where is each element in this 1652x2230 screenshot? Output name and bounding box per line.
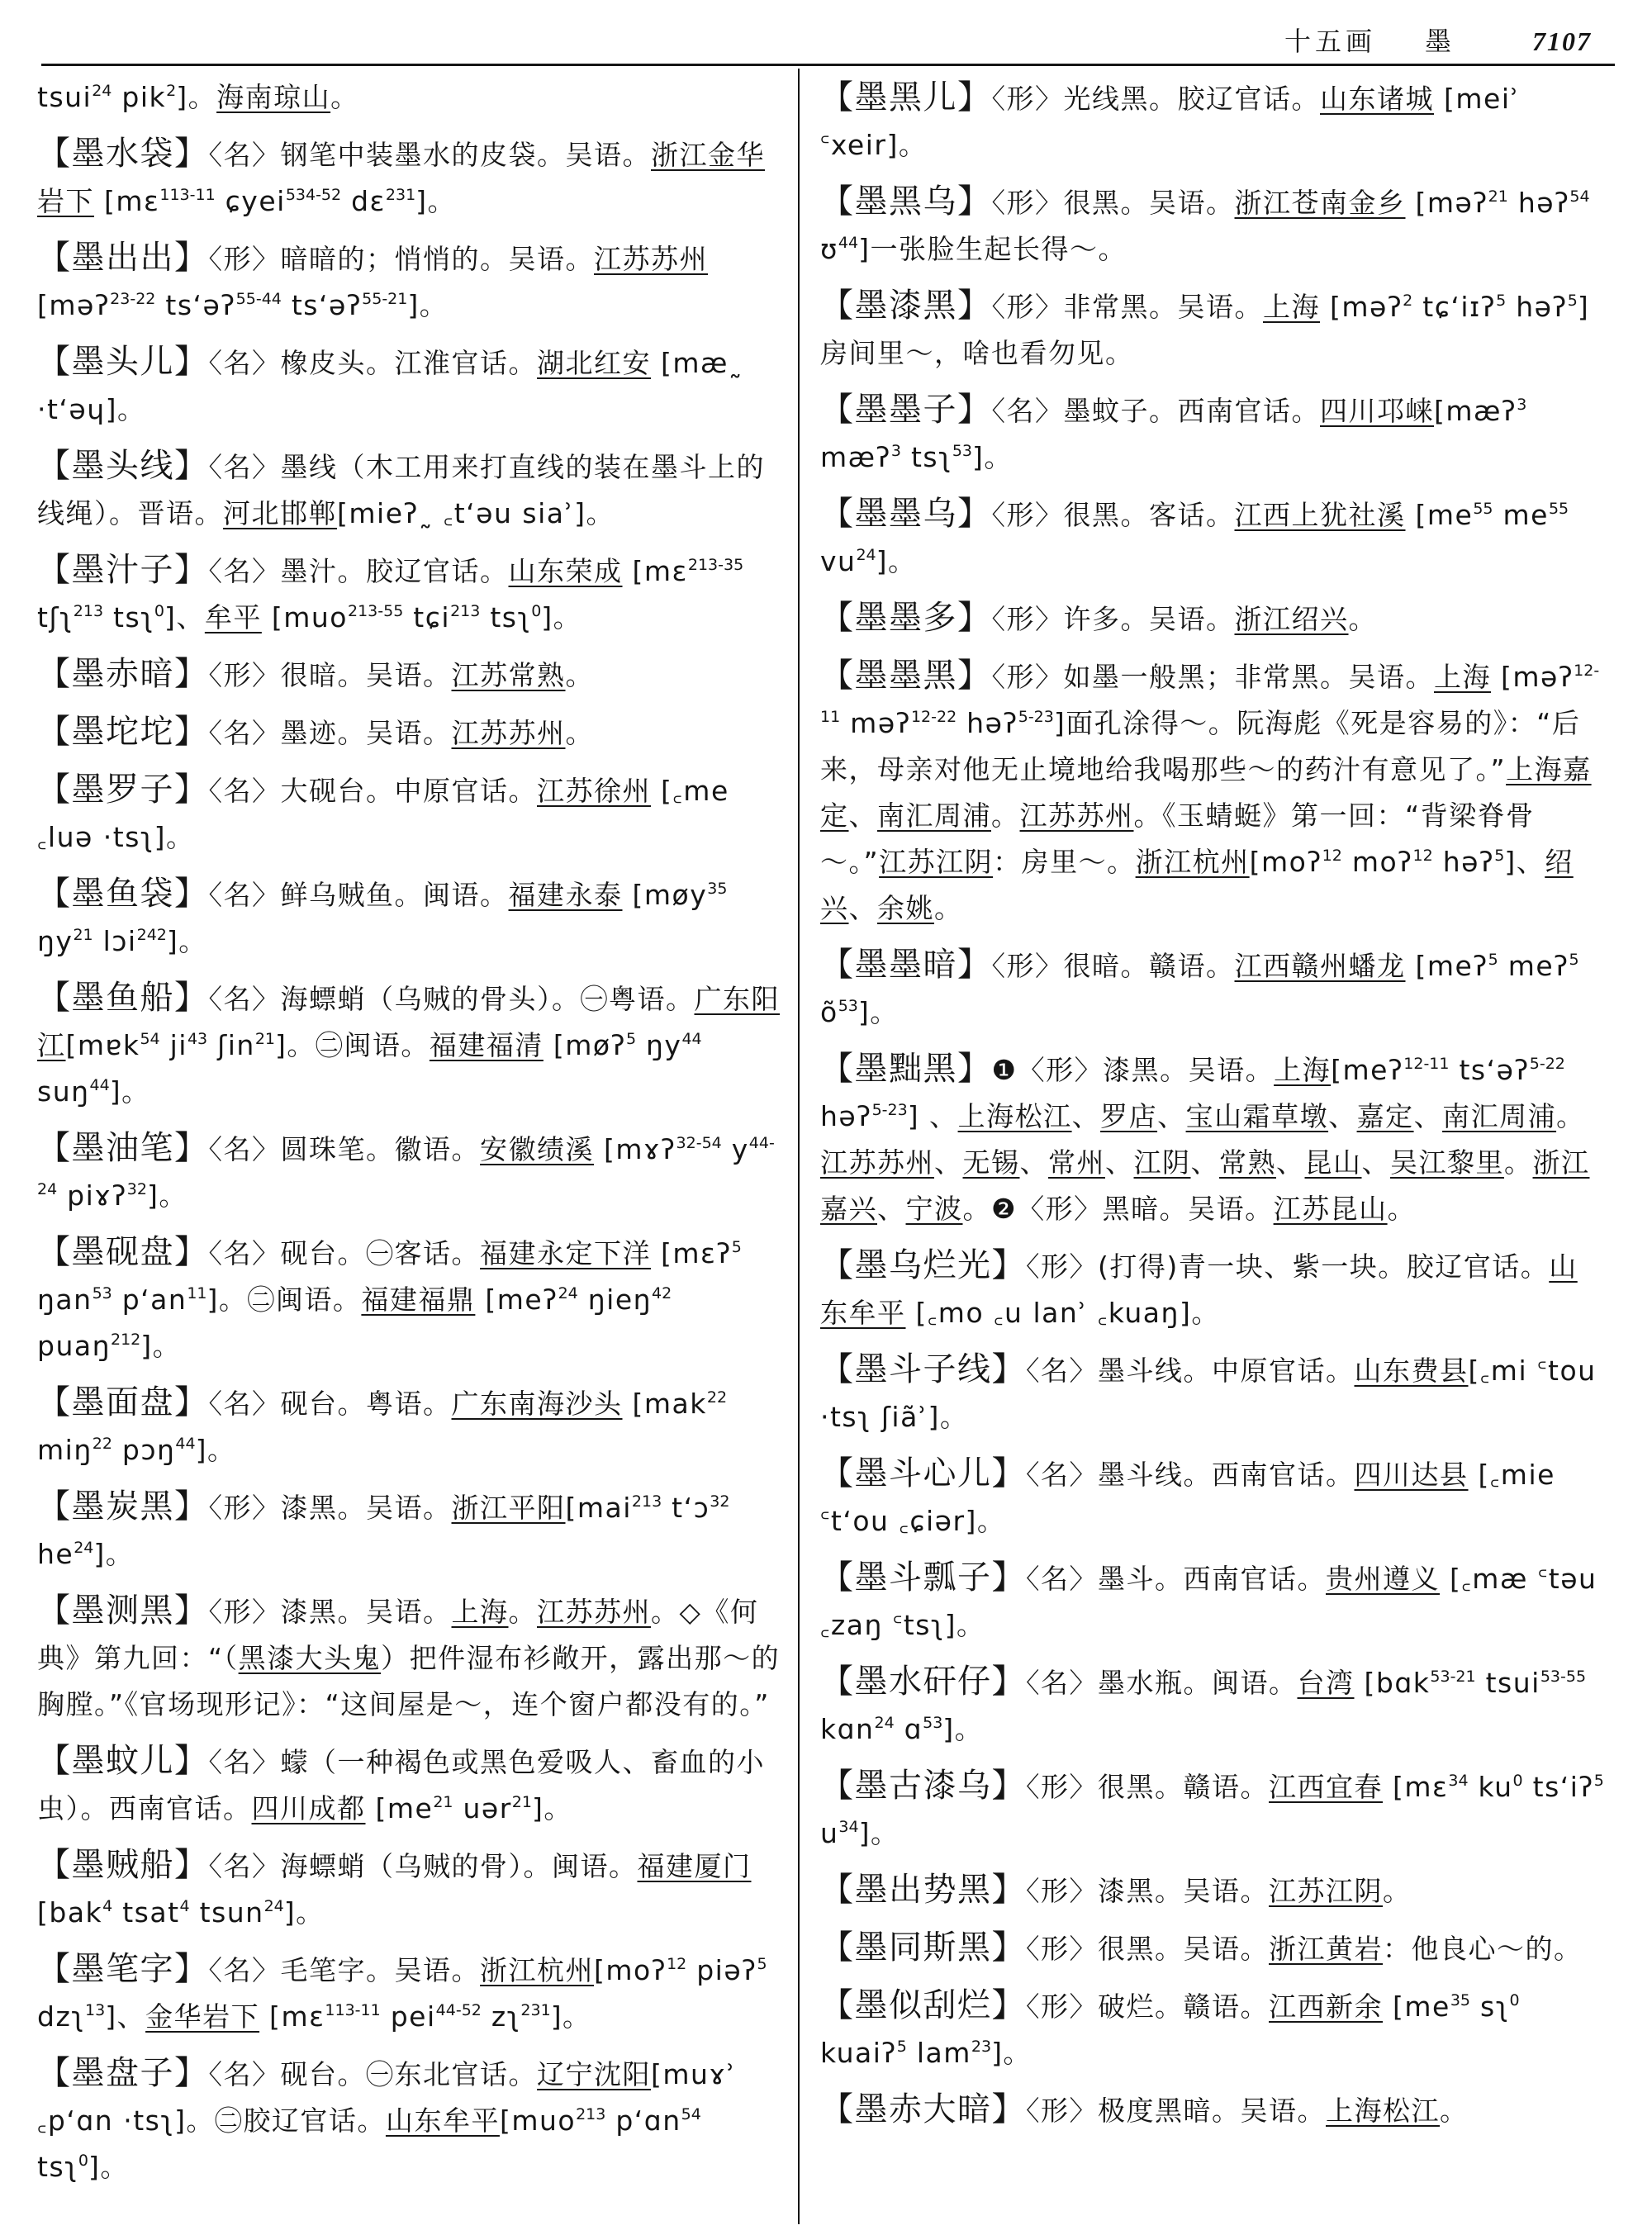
place-name: 常州 (1048, 1146, 1105, 1179)
dictionary-entry-mo-bi-zi: 【墨笔字】〈名〉毛笔字。吴语。浙江杭州[moʔ$^{12}$ piəʔ$^5$ dzʅ$^{13}$]、金华岩下 [mɛ$^{113-11}$ pei$^{44-52}$ zʅ$^{231}$]。 (37, 1950, 767, 2033)
place-name: 余姚 (877, 892, 934, 924)
phonetic-transcription: məʔ$^{23-22}$ tsʻəʔ$^{55-44}$ tsʻəʔ$^{55-21}$ (49, 289, 408, 321)
dictionary-entry-mo-qi-hei: 【墨漆黑】〈形〉非常黑。吴语。上海 [məʔ$^2$ tɕʻiɪʔ$^5$ həʔ$^5$] 房间里～，啥也看勿见。 (820, 287, 1590, 369)
phonetic-transcription: bɑk$^{53-21}$ tsui$^{53-55}$ kɑn$^{24}$ ɑ$^{53}$ (820, 1667, 1587, 1745)
dictionary-entry-mo-mo-duo: 【墨墨多】〈形〉许多。吴语。浙江绍兴。 (820, 599, 1377, 637)
dictionary-entry-mo-si-gua-lan: 【墨似刮烂】〈形〉破烂。赣语。江西新余 [$me^{35}$ sʅ$^0$ kuaiʔ$^5$ lam$^{23}$]。 (820, 1986, 1520, 2069)
headword: 【墨水矸仔】 (820, 1663, 1026, 1701)
headword: 【墨出出】 (37, 239, 209, 277)
dictionary-entry-mo-tan-hei: 【墨炭黑】〈形〉漆黑。吴语。浙江平阳[mai$^{213}$ tʻɔ$^{32}$ $he^{24}$]。 (37, 1487, 730, 1570)
phonetic-transcription: mieʔ˷ ꜀tʻəu siaʾ (349, 497, 575, 529)
headword: 【墨赤暗】 (37, 655, 209, 693)
phonetic-transcription: $me^{21}$ uər$^{21}$ (387, 1792, 532, 1824)
place-name: 上海嘉定 (820, 753, 1592, 832)
place-name: 福建永定下洋 (480, 1237, 651, 1269)
place-name: 江苏苏州 (451, 717, 566, 749)
page-number: 7107 (1532, 26, 1592, 56)
phonetic-transcription: $me^{55}$ $me^{55}$ $vu^{24}$ (820, 499, 1569, 577)
phonetic-transcription: mɛ$^{213-35}$ tʃʅ$^{213}$ tsʅ$^0$ (37, 555, 744, 633)
dictionary-entry-mo-pan-zi: 【墨盘子】〈名〉砚台。㊀东北官话。辽宁沈阳[muɤʾ ꜀pʻɑn ·tsʅ]。㊁胶辽官话。山东牟平[muo$^{213}$ pʻɑn$^{54}$ tsʅ$^0$]。 (37, 2054, 737, 2183)
place-name: 广东南海沙头 (451, 1388, 623, 1420)
dictionary-entry-mo-mo-wu: 【墨墨乌】〈形〉很黑。客话。江西上犹社溪 [$me^{55}$ $me^{55}$ $vu^{24}$]。 (820, 495, 1569, 577)
place-name: 浙江金华岩下 (37, 139, 765, 217)
place-name: 绍兴 (820, 846, 1574, 924)
phonetic-transcription: ꜀me ꜀luə ·tsʅ (37, 775, 729, 853)
dictionary-entry-mo-mian-pan: 【墨面盘】〈名〉砚台。粤语。广东南海沙头 [mak$^{22}$ miŋ$^{22}$ pɔŋ$^{44}$]。 (37, 1383, 728, 1466)
dictionary-entry-mo-chu-shi-hei: 【墨出势黑】〈形〉漆黑。吴语。江苏江阴。 (820, 1871, 1412, 1909)
place-name: 南汇周浦 (877, 799, 991, 832)
place-name: 四川邛崃 (1320, 395, 1434, 427)
place-name: 山东牟平 (385, 2104, 500, 2137)
headword: 【墨同斯黑】 (820, 1929, 1026, 1967)
place-name: 浙江黄岩 (1269, 1933, 1383, 1965)
headword: 【墨墨多】 (820, 599, 992, 637)
headword: 【墨坨坨】 (37, 713, 209, 751)
running-header (0, 0, 1652, 66)
dictionary-entry-mo-tou-xian: 【墨头线】〈名〉墨线（木工用来打直线的装在墨斗上的线绳）。晋语。河北邯郸[mieʔ˷ ꜀tʻəu siaʾ]。 (37, 447, 765, 529)
phonetic-transcription: møʔ$^5$ $ŋy^{44}$ suŋ$^{44}$ (37, 1029, 702, 1108)
place-name: 罗店 (1100, 1100, 1158, 1132)
phonetic-transcription: tsui$^{24}$ pik$^2$ (37, 81, 177, 113)
headword: 【墨炭黑】 (37, 1487, 209, 1525)
place-name: 江苏江阴 (879, 846, 994, 878)
place-name: 湖北红安 (537, 347, 651, 379)
place-name: 江阴 (1133, 1146, 1191, 1179)
phonetic-transcription: mɤʔ$^{32-54}$ $y^{44-24}$ piɤʔ$^{32}$ (37, 1133, 775, 1212)
place-name: 福建福清 (429, 1029, 544, 1061)
phonetic-transcription: moʔ$^{12}$ moʔ$^{12}$ həʔ$^5$ (1260, 846, 1505, 878)
place-name: 江西赣州蟠龙 (1234, 950, 1406, 982)
phonetic-transcription: $me^{35}$ sʅ$^0$ kuaiʔ$^5$ lam$^{23}$ (820, 1990, 1520, 2069)
dictionary-entry-mo-chu-hei: 【墨黜黑】❶〈形〉漆黑。吴语。上海[meʔ$^{12-11}$ tsʻəʔ$^{5-22}$ həʔ$^{5-23}$] 、上海松江、罗店、宝山霜草墩、嘉定、南汇周浦。江苏苏州、无锡、常州、江阴、常熟、昆山、吴江黎里。浙江嘉兴、宁波。❷〈形〉黑暗。吴语。江苏昆山。 (820, 1050, 1590, 1225)
place-name: 昆山 (1304, 1146, 1362, 1179)
phonetic-transcription: ꜀mie ꜂tʻou ꜀ɕiər (820, 1459, 1555, 1537)
column-divider (798, 69, 800, 2224)
place-name: 浙江杭州 (1135, 846, 1250, 878)
dictionary-entry-mo-shui-gan-zai: 【墨水矸仔】〈名〉墨水瓶。闽语。台湾 [bɑk$^{53-21}$ tsui$^{53-55}$ kɑn$^{24}$ ɑ$^{53}$]。 (820, 1663, 1587, 1745)
phonetic-transcription: məʔ$^2$ tɕʻiɪʔ$^5$ həʔ$^5$ (1341, 291, 1578, 323)
place-name: 上海松江 (957, 1100, 1072, 1132)
dictionary-entry-mo-mo-hei: 【墨墨黑】〈形〉如墨一般黑；非常黑。吴语。上海 [məʔ$^{12-11}$ məʔ$^{12-22}$ həʔ$^{5-23}$]面孔涂得～。阮海彪《死是容易的》：“后来，母亲对他无止境地给我喝那些～的药汁有意见了。”上海嘉定、南汇周浦。江苏苏州。《玉蜻蜓》第一回：“背梁脊骨～。”江苏江阴：房里～。浙江杭州[moʔ$^{12}$ moʔ$^{12}$ həʔ$^5$]、绍兴、余姚。 (820, 657, 1600, 924)
phonetic-transcription: muo$^{213}$ pʻɑn$^{54}$ tsʅ$^0$ (37, 2104, 701, 2183)
place-name: 江苏苏州 (594, 243, 708, 275)
place-name: 上海松江 (1326, 2095, 1440, 2127)
dictionary-entry-mo-you-bi: 【墨油笔】〈名〉圆珠笔。徽语。安徽绩溪 [mɤʔ$^{32-54}$ $y^{44-24}$ piɤʔ$^{32}$]。 (37, 1129, 775, 1212)
phonetic-transcription: meʔ$^5$ meʔ$^5$ $õ^{53}$ (820, 950, 1579, 1028)
place-name: 江西上犹社溪 (1234, 499, 1406, 531)
left-column (37, 74, 785, 2200)
place-name: 台湾 (1297, 1667, 1355, 1699)
place-name: 常熟 (1219, 1146, 1276, 1179)
place-name: 浙江杭州 (480, 1954, 594, 1986)
phonetic-transcription: muɤʾ ꜀pʻɑn ·tsʅ (37, 2058, 737, 2137)
place-name: 江苏苏州 (537, 1596, 651, 1628)
place-name: 宁波 (905, 1193, 963, 1225)
headword: 【墨斗心儿】 (820, 1454, 1026, 1492)
headword: 【墨罗子】 (37, 771, 209, 809)
place-name: 辽宁沈阳 (537, 2058, 651, 2090)
dictionary-entry-mo-zei-chuan: 【墨贼船】〈名〉海螵蛸（乌贼的骨）。闽语。福建厦门 [bak$^4$ tsat$^4$ tsun$^{24}$]。 (37, 1846, 752, 1929)
headword: 【墨汁子】 (37, 551, 209, 589)
headword: 【墨乌烂光】 (820, 1246, 1026, 1284)
headword: 【墨笔字】 (37, 1950, 209, 1988)
head-character: 墨 (1425, 26, 1456, 57)
place-name: 江西宜春 (1269, 1771, 1383, 1803)
place-name: 上海 (451, 1596, 509, 1628)
headword: 【墨漆黑】 (820, 287, 992, 325)
place-name: 宝山霜草墩 (1185, 1100, 1329, 1132)
headword: 【墨鱼船】 (37, 979, 209, 1017)
phonetic-transcription: mɐk$^{54}$ $ji^{43}$ ʃin$^{21}$ (77, 1029, 275, 1061)
phonetic-transcription: məʔ$^{12-11}$ məʔ$^{12-22}$ həʔ$^{5-23}$ (820, 661, 1600, 739)
dictionary-entry-mo-wen-er: 【墨蚊儿】〈名〉蠓（一种褐色或黑色爱吸人、畜血的小虫）。西南官话。四川成都 [$me^{21}$ uər$^{21}$]。 (37, 1742, 765, 1824)
dictionary-entry-mo-chu-chu: 【墨出出】〈形〉暗暗的；悄悄的。吴语。江苏苏州 [məʔ$^{23-22}$ tsʻəʔ$^{55-44}$ tsʻəʔ$^{55-21}$]。 (37, 239, 708, 321)
phonetic-transcription: meʔ$^{12-11}$ tsʻəʔ$^{5-22}$ həʔ$^{5-23}$ (820, 1054, 1565, 1132)
dictionary-entry-mo-chi-an: 【墨赤暗】〈形〉很暗。吴语。江苏常熟。 (37, 655, 594, 693)
headword: 【墨墨子】 (820, 391, 992, 429)
place-name: 江苏苏州 (1019, 799, 1134, 832)
place-name: 黑漆大头鬼 (238, 1642, 382, 1674)
place-name: 广东阳江 (37, 983, 780, 1061)
dictionary-entry-mo-wu-lan-guang: 【墨乌烂光】〈形〉(打得)青一块、紫一块。胶辽官话。山东牟平 [꜀mo ꜀u lanʾ ꜀kuaŋ]。 (820, 1246, 1578, 1329)
phonetic-transcription: mak$^{22}$ miŋ$^{22}$ pɔŋ$^{44}$ (37, 1388, 728, 1466)
dictionary-entry-mo-dou-zi-xian: 【墨斗子线】〈名〉墨斗线。中原官话。山东费县[꜀mi ꜂tou ·tsʅ ʃiãʾ]。 (820, 1350, 1597, 1433)
headword: 【墨黑乌】 (820, 183, 992, 221)
phonetic-transcription: muo$^{213-55}$ tɕi$^{213}$ tsʅ$^0$ (283, 601, 542, 633)
phonetic-transcription: ꜀mæ ꜂təu ꜀zaŋ ꜂tsʅ (820, 1563, 1597, 1641)
dictionary-entry-mo-mo-an: 【墨墨暗】〈形〉很暗。赣语。江西赣州蟠龙 [meʔ$^5$ meʔ$^5$ $õ^{53}$]。 (820, 946, 1579, 1028)
place-name: 江苏昆山 (1273, 1193, 1388, 1225)
phonetic-transcription: moʔ$^{12}$ piəʔ$^5$ dzʅ$^{13}$ (37, 1954, 767, 2033)
place-name: 山东牟平 (820, 1250, 1578, 1329)
place-name: 山东诸城 (1320, 83, 1434, 115)
headword: 【墨油笔】 (37, 1129, 209, 1167)
place-name: 江西新余 (1269, 1990, 1383, 2023)
place-name: 四川达县 (1354, 1459, 1469, 1491)
headword: 【墨墨乌】 (820, 495, 992, 533)
dictionary-entry-mo-ce-hei: 【墨测黑】〈形〉漆黑。吴语。上海。江苏苏州。◇《何典》第九回：“（黑漆大头鬼）把件湿布衫敞开，露出那～的胸膛。”《官场现形记》：“这间屋是～，连个窗户都没有的。” (37, 1592, 781, 1720)
place-name: 福建福鼎 (361, 1283, 476, 1316)
headword: 【墨头儿】 (37, 343, 209, 381)
phonetic-transcription: mɛ$^{113-11}$ ɕyei$^{534-52}$ dɛ$^{231}$ (116, 185, 416, 217)
headword: 【墨头线】 (37, 447, 209, 485)
headword: 【墨赤大暗】 (820, 2090, 1026, 2128)
dictionary-entry-cont: tsui$^{24}$ pik$^2$]。海南琼山。 (37, 81, 359, 113)
place-name: 浙江苍南金乡 (1234, 187, 1406, 219)
headword: 【墨黑儿】 (820, 78, 992, 116)
phonetic-transcription: ꜀mi ꜂tou ·tsʅ ʃiãʾ (820, 1355, 1597, 1433)
place-name: 上海 (1274, 1054, 1332, 1086)
phonetic-transcription: møy$^{35}$ $ŋy^{21}$ lɔi$^{242}$ (37, 879, 728, 957)
place-name: 嘉定 (1356, 1100, 1414, 1132)
place-name: 山东荣成 (508, 555, 623, 587)
place-name: 浙江绍兴 (1234, 603, 1349, 635)
place-name: 江苏徐州 (537, 775, 651, 807)
dictionary-entry-mo-hei-wu: 【墨黑乌】〈形〉很黑。吴语。浙江苍南金乡 [məʔ$^{21}$ həʔ$^{54}$ ʊ$^{44}$]一张脸生起长得～。 (820, 183, 1590, 265)
phonetic-transcription: ꜀mo ꜀u lanʾ ꜀kuaŋ (927, 1297, 1180, 1329)
dictionary-entry-mo-chi-da-an: 【墨赤大暗】〈形〉极度黑暗。吴语。上海松江。 (820, 2090, 1469, 2128)
place-name: 海南琼山 (216, 81, 331, 113)
header-rule (41, 64, 1615, 66)
place-name: 浙江嘉兴 (820, 1146, 1590, 1225)
headword: 【墨黜黑】 (820, 1050, 992, 1088)
place-name: 南汇周浦 (1442, 1100, 1557, 1132)
place-name: 福建永泰 (508, 879, 623, 911)
section-label: 十五画 (1284, 26, 1377, 57)
right-column (820, 74, 1605, 2144)
dictionary-entry-mo-tou-er: 【墨头儿】〈名〉橡皮头。江淮官话。湖北红安 [mæ˷ ·tʻəɥ]。 (37, 343, 743, 425)
headword: 【墨贼船】 (37, 1846, 209, 1884)
dictionary-entry-mo-gu-qi-wu: 【墨古漆乌】〈形〉很黑。赣语。江西宜春 [mɛ$^{34}$ $ku^0$ tsʻiʔ$^5$ $u^{34}$]。 (820, 1767, 1604, 1849)
dictionary-entry-mo-zhi-zi: 【墨汁子】〈名〉墨汁。胶辽官话。山东荣成 [mɛ$^{213-35}$ tʃʅ$^{213}$ tsʅ$^0$]、牟平 [muo$^{213-55}$ tɕi$^{213}$ tsʅ$^0$]。 (37, 551, 744, 633)
place-name: 山东费县 (1354, 1355, 1469, 1387)
headword: 【墨蚊儿】 (37, 1742, 209, 1780)
headword: 【墨盘子】 (37, 2054, 209, 2092)
dictionary-entry-mo-shui-dai: 【墨水袋】〈名〉钢笔中装墨水的皮袋。吴语。浙江金华岩下 [mɛ$^{113-11}$ ɕyei$^{534-52}$ dɛ$^{231}$]。 (37, 135, 765, 217)
place-name: 安徽绩溪 (480, 1133, 594, 1165)
phonetic-transcription: mai$^{213}$ tʻɔ$^{32}$ $he^{24}$ (37, 1492, 730, 1570)
place-name: 四川成都 (251, 1792, 366, 1824)
headword: 【墨水袋】 (37, 135, 209, 173)
place-name: 浙江平阳 (451, 1492, 566, 1524)
phonetic-transcription: məʔ$^{21}$ həʔ$^{54}$ ʊ$^{44}$ (820, 187, 1590, 265)
dictionary-entry-mo-hei-er: 【墨黑儿】〈形〉光线黑。胶辽官话。山东诸城 [meiʾ ꜂xeir]。 (820, 78, 1521, 161)
place-name: 金华岩下 (145, 2000, 260, 2033)
dictionary-entry-mo-tuo-tuo: 【墨坨坨】〈名〉墨迹。吴语。江苏苏州。 (37, 713, 594, 751)
headword: 【墨古漆乌】 (820, 1767, 1026, 1805)
place-name: 江苏常熟 (451, 659, 566, 691)
headword: 【墨测黑】 (37, 1592, 209, 1630)
dictionary-entry-mo-dou-xin-er: 【墨斗心儿】〈名〉墨斗线。西南官话。四川达县 [꜀mie ꜂tʻou ꜀ɕiər]。 (820, 1454, 1555, 1537)
headword: 【墨面盘】 (37, 1383, 209, 1421)
phonetic-transcription: meiʾ ꜂xeir (820, 83, 1521, 161)
place-name: 吴江黎里 (1390, 1146, 1504, 1179)
place-name: 无锡 (962, 1146, 1020, 1179)
place-name: 江苏苏州 (820, 1146, 934, 1179)
place-name: 牟平 (204, 601, 262, 633)
dictionary-entry-mo-luo-zi: 【墨罗子】〈名〉大砚台。中原官话。江苏徐州 [꜀me ꜀luə ·tsʅ]。 (37, 771, 729, 853)
place-name: 河北邯郸 (223, 497, 337, 529)
headword: 【墨出势黑】 (820, 1871, 1026, 1909)
phonetic-transcription: mæ˷ ·tʻəɥ (37, 347, 743, 425)
dictionary-entry-mo-dou-piao-zi: 【墨斗瓢子】〈名〉墨斗。西南官话。贵州遵义 [꜀mæ ꜂təu ꜀zaŋ ꜂tsʅ]。 (820, 1559, 1597, 1641)
phonetic-transcription: bak$^4$ tsat$^4$ tsun$^{24}$ (49, 1896, 284, 1929)
headword: 【墨墨黑】 (820, 657, 992, 695)
headword: 【墨墨暗】 (820, 946, 992, 984)
phonetic-transcription: meʔ$^{24}$ ŋieŋ$^{42}$ puaŋ$^{212}$ (37, 1283, 672, 1362)
dictionary-entry-mo-mo-zi: 【墨墨子】〈名〉墨蚊子。西南官话。四川邛崃[mæʔ$^3$ mæʔ$^3$ tsʅ$^{53}$]。 (820, 391, 1527, 473)
headword: 【墨斗瓢子】 (820, 1559, 1026, 1597)
headword: 【墨斗子线】 (820, 1350, 1026, 1388)
dictionary-entry-mo-yu-dai: 【墨鱼袋】〈名〉鲜乌贼鱼。闽语。福建永泰 [møy$^{35}$ $ŋy^{21}$ lɔi$^{242}$]。 (37, 875, 728, 957)
headword: 【墨似刮烂】 (820, 1986, 1026, 2024)
place-name: 上海 (1434, 661, 1491, 693)
place-name: 上海 (1263, 291, 1320, 323)
dictionary-entry-mo-yan-pan: 【墨砚盘】〈名〉砚台。㊀客话。福建永定下洋 [mɛʔ$^5$ ŋan$^{53}$ pʻan$^{11}$]。㊁闽语。福建福鼎 [meʔ$^{24}$ ŋieŋ$^{42}$ puaŋ$^{212}$]。 (37, 1233, 742, 1362)
phonetic-transcription: mɛʔ$^5$ ŋan$^{53}$ pʻan$^{11}$ (37, 1237, 742, 1316)
place-name: 福建厦门 (637, 1850, 752, 1882)
place-name: 贵州遵义 (1326, 1563, 1440, 1595)
dictionary-entry-mo-yu-chuan: 【墨鱼船】〈名〉海螵蛸（乌贼的骨头）。㊀粤语。广东阳江[mɐk$^{54}$ $ji^{43}$ ʃin$^{21}$]。㊁闽语。福建福清 [møʔ$^5$ $ŋy^{44}$ suŋ$^{44}$]。 (37, 979, 780, 1108)
headword: 【墨砚盘】 (37, 1233, 209, 1271)
place-name: 江苏江阴 (1269, 1875, 1383, 1907)
headword: 【墨鱼袋】 (37, 875, 209, 913)
phonetic-transcription: mɛ$^{113-11}$ pei$^{44-52}$ zʅ$^{231}$ (281, 2000, 551, 2033)
phonetic-transcription: mæʔ$^3$ mæʔ$^3$ tsʅ$^{53}$ (820, 395, 1527, 473)
dictionary-entry-mo-tong-si-hei: 【墨同斯黑】〈形〉很黑。吴语。浙江黄岩：他良心～的。 (820, 1929, 1583, 1967)
phonetic-transcription: mɛ$^{34}$ $ku^0$ tsʻiʔ$^5$ $u^{34}$ (820, 1771, 1604, 1849)
